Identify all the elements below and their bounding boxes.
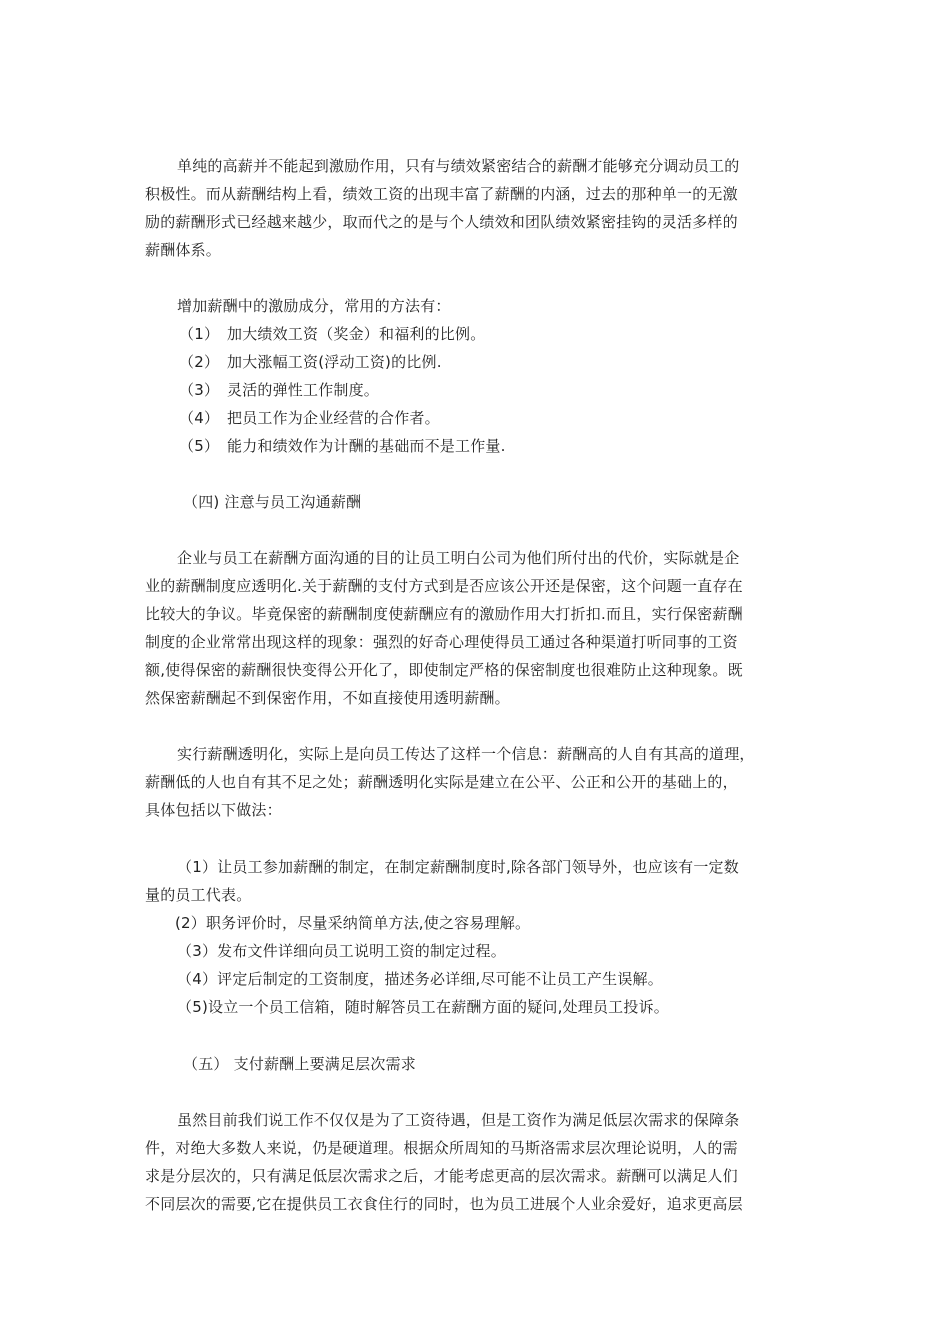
- section-heading-text: （四) 注意与员工沟通薪酬: [183, 493, 362, 511]
- list-item: (2）职务评价时，尽量采纳简单方法,使之容易理解。: [175, 914, 531, 932]
- text-line: 额,使得保密的薪酬很快变得公开化了，即使制定严格的保密制度也很难防止这种现象。既: [145, 661, 743, 679]
- list-item-text: 灵活的弹性工作制度。: [227, 381, 380, 399]
- text-line: 不同层次的需要,它在提供员工衣食住行的同时，也为员工进展个人业余爱好，追求更高层: [145, 1195, 743, 1213]
- section-heading-four: [145, 488, 805, 516]
- list-item: [145, 348, 805, 376]
- list-item: （1）让员工参加薪酬的制定，在制定薪酬制度时,除各部门领导外，也应该有一定数: [177, 858, 739, 876]
- text-line: 制度的企业常常出现这样的现象：强烈的好奇心理使得员工通过各种渠道打听同事的工资: [145, 633, 738, 651]
- list-item: [145, 432, 805, 460]
- text-line: 件，对绝大多数人来说，仍是硬道理。根据众所周知的马斯洛需求层次理论说明，人的需: [145, 1139, 738, 1157]
- text-line: 业的薪酬制度应透明化.关于薪酬的支付方式到是否应该公开还是保密，这个问题一直存在: [145, 577, 743, 595]
- text-line: 然保密薪酬起不到保密作用，不如直接使用透明薪酬。: [145, 689, 510, 707]
- text-line: 单纯的高薪并不能起到激励作用，只有与绩效紧密结合的薪酬才能够充分调动员工的: [177, 157, 740, 175]
- paragraph-salary-incentive: [145, 152, 805, 264]
- list-item-text: 加大绩效工资（奖金）和福利的比例。: [227, 325, 486, 343]
- list-item: （3）发布文件详细向员工说明工资的制定过程。: [177, 942, 506, 960]
- list-item: （5)设立一个员工信箱，随时解答员工在薪酬方面的疑问,处理员工投诉。: [177, 998, 669, 1016]
- paragraph-hierarchy-needs: [145, 1106, 805, 1218]
- list-item: （4）评定后制定的工资制度，描述务必详细,尽可能不让员工产生误解。: [177, 970, 663, 988]
- list-item-text: 加大涨幅工资(浮动工资)的比例.: [227, 353, 442, 371]
- text-line: 求是分层次的，只有满足低层次需求之后，才能考虑更高的层次需求。薪酬可以满足人们: [145, 1167, 738, 1185]
- list-intro: [145, 292, 805, 320]
- text-line: 虽然目前我们说工作不仅仅是为了工资待遇，但是工资作为满足低层次需求的保障条: [177, 1111, 740, 1129]
- section-heading-text: （五） 支付薪酬上要满足层次需求: [183, 1055, 416, 1073]
- text-line: 具体包括以下做法：: [145, 801, 282, 819]
- transparency-practice-list: [145, 853, 805, 1021]
- text-line: 薪酬低的人也自有其不足之处；薪酬透明化实际是建立在公平、公正和公开的基础上的，: [145, 773, 738, 791]
- incentive-method-list: [145, 320, 805, 460]
- text-line: 励的薪酬形式已经越来越少，取而代之的是与个人绩效和团队绩效紧密挂钩的灵活多样的: [145, 213, 738, 231]
- text-line: 比较大的争议。毕竟保密的薪酬制度使薪酬应有的激励作用大打折扣.而且，实行保密薪酬: [145, 605, 743, 623]
- section-heading-five: [145, 1050, 805, 1078]
- list-item-number: （1）: [179, 325, 220, 343]
- list-item-text: 能力和绩效作为计酬的基础而不是工作量.: [227, 437, 506, 455]
- list-item-text: 把员工作为企业经营的合作者。: [227, 409, 440, 427]
- list-item-number: （2）: [179, 353, 220, 371]
- list-item: [145, 376, 805, 404]
- text-line: 企业与员工在薪酬方面沟通的目的让员工明白公司为他们所付出的代价，实际就是企: [177, 549, 740, 567]
- paragraph-salary-transparency: [145, 740, 805, 824]
- text-line: 实行薪酬透明化，实际上是向员工传达了这样一个信息：薪酬高的人自有其高的道理，: [177, 745, 755, 763]
- list-item-number: （4）: [179, 409, 220, 427]
- text-line: 积极性。而从薪酬结构上看，绩效工资的出现丰富了薪酬的内涵，过去的那种单一的无激: [145, 185, 738, 203]
- list-item: [145, 320, 805, 348]
- list-item-continuation: 量的员工代表。: [145, 886, 252, 904]
- list-item-number: （3）: [179, 381, 220, 399]
- list-item-number: （5）: [179, 437, 220, 455]
- text-line: 薪酬体系。: [145, 241, 222, 259]
- text-line: 增加薪酬中的激励成分，常用的方法有：: [177, 297, 451, 315]
- paragraph-salary-communication: [145, 544, 805, 712]
- list-item: [145, 404, 805, 432]
